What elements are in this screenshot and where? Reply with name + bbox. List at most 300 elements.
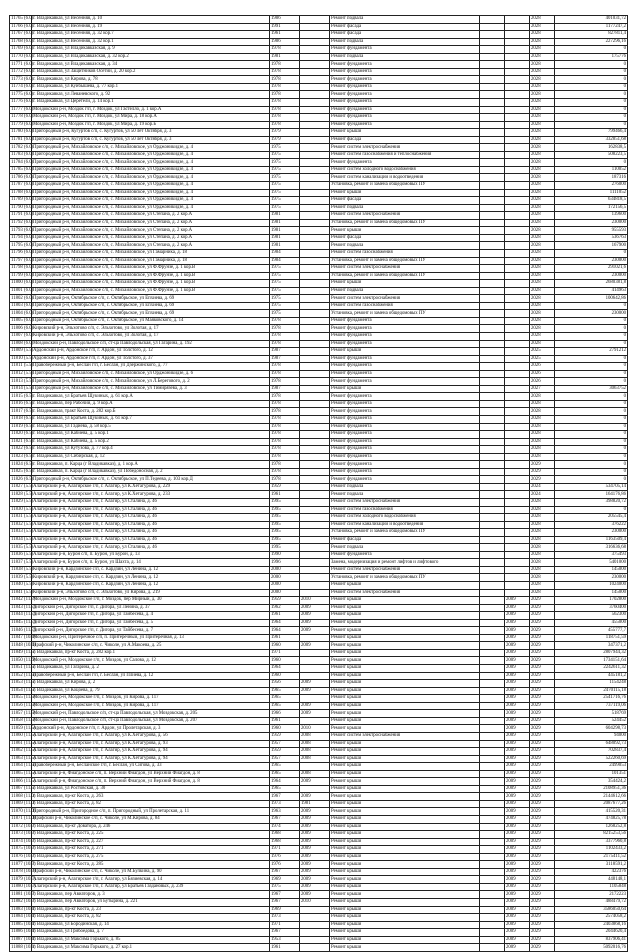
prev-year-cell [505, 483, 530, 491]
address-cell: г. Владикавказ, ул Сибирская, д. 12 [32, 453, 270, 461]
cost-cell: 0 [555, 83, 628, 91]
build-year-cell: 1969 [270, 906, 300, 914]
prev-year-cell [505, 302, 530, 310]
work-type-cell: Ремонт крыши [330, 748, 480, 756]
work-type-cell: Ремонт крыши [330, 778, 480, 786]
col6-cell [480, 717, 505, 725]
address-cell: Алагирский р-н, Фиагдонское с/п, п. Верхний Фиагдон, ул Верхний Фиагдон, д. 8 [32, 778, 270, 786]
build-year-cell: 1978 [270, 91, 300, 99]
prev-year-cell [505, 219, 530, 227]
last-repair-cell [300, 944, 330, 952]
col6-cell [480, 883, 505, 891]
last-repair-cell [300, 53, 330, 61]
row-id: 11788 (6.0) [11, 189, 34, 195]
table-row [10, 257, 628, 265]
last-repair-cell [300, 332, 330, 340]
row-id: 11807 (6.0) [11, 333, 34, 339]
address-cell: Пригородный р-н, Октябрьское с/п, с. Октябрьское, ул Епхиева, д. 69 [32, 302, 270, 310]
table-row [10, 944, 628, 952]
row-id: 11842 (11.7) [11, 597, 36, 603]
build-year-cell: 2000 [270, 574, 300, 582]
col6-cell [480, 544, 505, 552]
work-type-cell: Ремонт крыши [330, 944, 480, 952]
work-type-cell: Ремонт крыши [330, 793, 480, 801]
work-type-cell: Ремонт крыши [330, 929, 480, 937]
work-type-cell: Ремонт крыши [330, 710, 480, 718]
last-repair-cell [300, 23, 330, 31]
build-year-cell: 1961 [270, 491, 300, 499]
plan-year-cell: 2029 [530, 634, 555, 642]
row-id: 11853 (11.5) [11, 680, 36, 686]
build-year-cell: 1971 [270, 846, 300, 854]
build-year-cell: 1961 [270, 944, 300, 952]
work-type-cell: Ремонт подвала [330, 204, 480, 212]
plan-year-cell: 2029 [530, 853, 555, 861]
col6-cell [480, 106, 505, 114]
address-cell: г. Владикавказ, ул Грибоедова, д. 7 [32, 929, 270, 937]
row-id: 11875 (10.7) [11, 846, 36, 852]
col6-cell [480, 121, 505, 129]
prev-year-cell [505, 461, 530, 469]
prev-year-cell: 2009 [505, 800, 530, 808]
work-type-cell: Ремонт фундамента [330, 431, 480, 439]
work-type-cell: Ремонт систем электроснабжения [330, 499, 480, 507]
table-row [10, 823, 628, 831]
prev-year-cell: 2009 [505, 695, 530, 703]
build-year-cell: 1975 [270, 151, 300, 159]
address-cell: г. Владикавказ, ул Владикавказская, д. 34 [32, 61, 270, 69]
plan-year-cell: 2028 [530, 514, 555, 522]
table-row [10, 755, 628, 763]
table-row [10, 317, 628, 325]
row-id: 11777 (6.0) [11, 106, 34, 112]
table-row [10, 604, 628, 612]
address-cell: Пригородный р-н, Михайловское с/п, с. Михайловское, ул Степана, д. 2 кор.А [32, 234, 270, 242]
last-repair-cell [300, 227, 330, 235]
address-cell: Ардонский р-н, Ардонское г/п, г. Ардон, ул Толстого, д. 12 [32, 348, 270, 356]
table-row [10, 687, 628, 695]
plan-year-cell: 2028 [530, 257, 555, 265]
row-id: 11795 (6.0) [11, 242, 34, 248]
last-repair-cell: 2009 [300, 853, 330, 861]
plan-year-cell: 2028 [530, 438, 555, 446]
plan-year-cell: 2028 [530, 159, 555, 167]
work-type-cell: Установка, ремонт и замена общедомовых ПУ [330, 574, 480, 582]
build-year-cell: 1959 [270, 597, 300, 605]
work-type-cell: Ремонт фундамента [330, 408, 480, 416]
build-year-cell: 1995 [270, 544, 300, 552]
row-id: 11791 (6.0) [11, 212, 34, 218]
row-id: 11849 (11.5) [11, 650, 36, 656]
col6-cell [480, 944, 505, 952]
cost-cell: 316636,68 [555, 544, 628, 552]
col6-cell [480, 159, 505, 167]
table-row [10, 914, 628, 922]
work-type-cell: Ремонт фундамента [330, 99, 480, 107]
work-type-cell: Ремонт систем электроснабжения [330, 732, 480, 740]
build-year-cell: 2000 [270, 566, 300, 574]
address-cell: Алагирский р-н, Алагирское г/п, г. Алагир, ул Сталина, д. 46 [32, 529, 270, 537]
col6-cell [480, 151, 505, 159]
plan-year-cell: 2028 [530, 129, 555, 137]
work-type-cell: Ремонт крыши [330, 823, 480, 831]
table-row [10, 566, 628, 574]
cost-cell: 524452 [555, 717, 628, 725]
last-repair-cell: 2009 [300, 702, 330, 710]
prev-year-cell: 2009 [505, 597, 530, 605]
work-type-cell: Ремонт крыши [330, 680, 480, 688]
prev-year-cell: 2009 [505, 732, 530, 740]
col6-cell [480, 76, 505, 84]
row-id: 11839 (5.5) [11, 574, 34, 580]
prev-year-cell: 2009 [505, 838, 530, 846]
plan-year-cell: 2024 [530, 491, 555, 499]
row-id: 11765 (6.0) [11, 16, 34, 22]
work-type-cell: Ремонт фундамента [330, 476, 480, 484]
cost-cell: 455000 [555, 619, 628, 627]
row-id: 11873 (10.7) [11, 831, 36, 837]
row-id: 11879 (10.7) [11, 876, 36, 882]
cost-cell: 702837,4 [555, 748, 628, 756]
row-id: 11789 (6.0) [11, 197, 34, 203]
col6-cell [480, 114, 505, 122]
plan-year-cell: 2026 [530, 378, 555, 386]
row-id: 11784 (6.0) [11, 159, 34, 165]
col6-cell [480, 378, 505, 386]
prev-year-cell: 2009 [505, 868, 530, 876]
work-type-cell: Установка, ремонт и замена общедомовых ПУ [330, 257, 480, 265]
plan-year-cell: 2028 [530, 317, 555, 325]
last-repair-cell [300, 295, 330, 303]
address-cell: г. Владикавказ, ул Максима Горького, д. 85 [32, 936, 270, 944]
prev-year-cell: 2009 [505, 778, 530, 786]
last-repair-cell [300, 574, 330, 582]
address-cell: г. Владикавказ, ул Кутузова, д. 77 кор.4 [32, 446, 270, 454]
table-body [10, 16, 628, 952]
build-year-cell: 1975 [270, 174, 300, 182]
plan-year-cell: 2028 [530, 219, 555, 227]
last-repair-cell [300, 340, 330, 348]
row-id: 11883 (10.0) [11, 906, 36, 912]
last-repair-cell: 2009 [300, 891, 330, 899]
table-row [10, 770, 628, 778]
address-cell: Кировский р-н, Кардзинское с/п, с. Кардзин, ул Ленина, д. 12 [32, 574, 270, 582]
address-cell: Пригородный р-н, Михайловское с/п, с. Михайловское, ул Степана, д. 2 кор.А [32, 212, 270, 220]
row-id: 11817 (6.5) [11, 408, 34, 414]
col6-cell [480, 99, 505, 107]
address-cell: г. Владикавказ, ул Весенняя, д. 32 кор.1 [32, 38, 270, 46]
cost-cell: 162838,5 [555, 144, 628, 152]
prev-year-cell: 2009 [505, 906, 530, 914]
cost-cell: 0 [555, 363, 628, 371]
build-year-cell: 1978 [270, 453, 300, 461]
plan-year-cell: 2029 [530, 732, 555, 740]
build-year-cell: 1978 [270, 468, 300, 476]
col6-cell [480, 868, 505, 876]
plan-year-cell: 2029 [530, 883, 555, 891]
plan-year-cell: 2029 [530, 461, 555, 469]
cost-cell: 172156,5 [555, 204, 628, 212]
table-row [10, 483, 628, 491]
plan-year-cell: 2025 [530, 348, 555, 356]
prev-year-cell [505, 257, 530, 265]
build-year-cell: 1978 [270, 438, 300, 446]
last-repair-cell [300, 551, 330, 559]
col6-cell [480, 38, 505, 46]
address-cell: Дигорский р-н, Дигорское г/п, г. Дигора, ул Ленина, д. 37 [32, 604, 270, 612]
table-row [10, 227, 628, 235]
build-year-cell: 1965 [270, 702, 300, 710]
last-repair-cell [300, 265, 330, 273]
build-year-cell: 1978 [270, 114, 300, 122]
work-type-cell: Ремонт фасада [330, 234, 480, 242]
prev-year-cell [505, 544, 530, 552]
plan-year-cell: 2028 [530, 144, 555, 152]
prev-year-cell [505, 378, 530, 386]
prev-year-cell: 2009 [505, 793, 530, 801]
work-type-cell: Ремонт фундамента [330, 453, 480, 461]
cost-cell: 1163509,4 [555, 536, 628, 544]
work-type-cell: Ремонт крыши [330, 831, 480, 839]
table-row [10, 808, 628, 816]
plan-year-cell: 2026 [530, 363, 555, 371]
col6-cell [480, 189, 505, 197]
plan-year-cell: 2028 [530, 46, 555, 54]
prev-year-cell: 2009 [505, 604, 530, 612]
build-year-cell: 1965 [270, 763, 300, 771]
cost-cell: 955593 [555, 227, 628, 235]
table-row [10, 732, 628, 740]
address-cell: Алагирский р-н, Алагирское г/п, г. Алагир, ул К.Хетагурова, д. 94 [32, 748, 270, 756]
cost-cell: 3586050,64 [555, 906, 628, 914]
cost-cell: 2791212 [555, 348, 628, 356]
cost-cell: 110052 [555, 166, 628, 174]
address-cell: г. Владикавказ, пр-кт Коста, д. 227 [32, 838, 270, 846]
col6-cell [480, 197, 505, 205]
prev-year-cell [505, 431, 530, 439]
table-row [10, 91, 628, 99]
address-cell: Пригородный р-н, Михайловское с/п, с. Михайловское, ул Орджоникидзе, д. 4 [32, 174, 270, 182]
address-cell: Моздокский р-н, Моздок г/п, г. Моздок, ул Гастелло, д. 1 кор.А [32, 106, 270, 114]
table-row [10, 929, 628, 937]
cost-cell: 332851,68 [555, 136, 628, 144]
build-year-cell: 1963 [270, 808, 300, 816]
last-repair-cell [300, 68, 330, 76]
plan-year-cell: 2029 [530, 876, 555, 884]
table-row [10, 529, 628, 537]
last-repair-cell [300, 672, 330, 680]
row-id: 11871 (11.0) [11, 816, 36, 822]
plan-year-cell: 2029 [530, 891, 555, 899]
build-year-cell: 1995 [270, 499, 300, 507]
cost-cell: 291021,6 [555, 265, 628, 273]
table-row [10, 61, 628, 69]
row-id: 11814 (5.5) [11, 386, 34, 392]
row-id: 11798 (6.0) [11, 265, 34, 271]
last-repair-cell: 2009 [300, 846, 330, 854]
prev-year-cell [505, 265, 530, 273]
build-year-cell: 1981 [270, 234, 300, 242]
plan-year-cell: 2028 [530, 408, 555, 416]
prev-year-cell: 2009 [505, 657, 530, 665]
col6-cell [480, 815, 505, 823]
table-row [10, 506, 628, 514]
table-row [10, 582, 628, 590]
address-cell: Ирафский р-н, Чиколинское с/п, с. Чиколе, ул М.Кирова, д. 84 [32, 815, 270, 823]
build-year-cell: 1975 [270, 287, 300, 295]
cost-cell: 118751,59 [555, 634, 628, 642]
table-row [10, 408, 628, 416]
row-id: 11860 (11.5) [11, 733, 36, 739]
table-row [10, 340, 628, 348]
cost-cell: 448148,1 [555, 876, 628, 884]
plan-year-cell: 2028 [530, 272, 555, 280]
col6-cell [480, 204, 505, 212]
prev-year-cell [505, 91, 530, 99]
cost-cell: 230000 [555, 219, 628, 227]
table-row [10, 702, 628, 710]
build-year-cell: 1978 [270, 363, 300, 371]
cost-cell: 604298,73 [555, 725, 628, 733]
plan-year-cell: 2028 [530, 566, 555, 574]
row-id: 11794 (6.0) [11, 235, 34, 241]
work-type-cell: Ремонт систем электроснабжения [330, 265, 480, 273]
col6-cell [480, 144, 505, 152]
col6-cell [480, 793, 505, 801]
col6-cell [480, 582, 505, 590]
last-repair-cell [300, 121, 330, 129]
col6-cell [480, 468, 505, 476]
plan-year-cell: 2028 [530, 302, 555, 310]
last-repair-cell [300, 287, 330, 295]
address-cell: г. Владикавказ, ул Весенняя, д. 10 [32, 16, 270, 24]
address-cell: Алагирский р-н, Алагирское г/п, г. Алагир, ул Сталина, д. 46 [32, 544, 270, 552]
col6-cell [480, 778, 505, 786]
last-repair-cell: 2009 [300, 687, 330, 695]
build-year-cell: 1996 [270, 559, 300, 567]
plan-year-cell: 2029 [530, 868, 555, 876]
row-id: 11832 (5.5) [11, 521, 34, 527]
last-repair-cell: 2009 [300, 831, 330, 839]
address-cell: г. Владикавказ, п. Карца (г Владикавказ), д. 1 кор.А [32, 461, 270, 469]
cost-cell: 634818,5 [555, 197, 628, 205]
table-row [10, 121, 628, 129]
col6-cell [480, 46, 505, 54]
cost-cell: 2499053 [555, 763, 628, 771]
plan-year-cell: 2028 [530, 23, 555, 31]
plan-year-cell: 2027 [530, 385, 555, 393]
col6-cell [480, 61, 505, 69]
col6-cell [480, 506, 505, 514]
plan-year-cell: 2029 [530, 861, 555, 869]
address-cell: Алагирский р-н, Бурон с/п, п. Бурон, ул Шахта, д. 14 [32, 559, 270, 567]
work-type-cell: Ремонт фундамента [330, 325, 480, 333]
work-type-cell: Ремонт фундамента [330, 340, 480, 348]
address-cell: Кировский р-н, Эльхотово с/п, с. Эльхотово, ул Золотая, д. 17 [32, 325, 270, 333]
row-id: 11864 (11.5) [11, 763, 36, 769]
work-type-cell: Ремонт фундамента [330, 438, 480, 446]
cost-cell: 100642,86 [555, 295, 628, 303]
build-year-cell: 1960 [270, 725, 300, 733]
build-year-cell: 1978 [270, 99, 300, 107]
cost-cell: 164176,86 [555, 491, 628, 499]
cost-cell: 94000 [555, 732, 628, 740]
plan-year-cell: 2028 [530, 582, 555, 590]
last-repair-cell [300, 649, 330, 657]
address-cell: Пригородный р-н, Михайловское с/п, с. Михайловское, ул Гамарника, д. 18 [32, 249, 270, 257]
row-id: 11783 (6.0) [11, 152, 34, 158]
work-type-cell: Ремонт крыши [330, 800, 480, 808]
col6-cell [480, 831, 505, 839]
row-id: 11856 (11.5) [11, 703, 36, 709]
prev-year-cell: 2009 [505, 717, 530, 725]
last-repair-cell [300, 582, 330, 590]
row-id: 11815 (6.5) [11, 393, 34, 399]
address-cell: г. Владикавказ, ул Ростовская, д. 30 [32, 785, 270, 793]
last-repair-cell [300, 83, 330, 91]
table-row [10, 800, 628, 808]
plan-year-cell: 2029 [530, 672, 555, 680]
address-cell: г. Владикавказ, ул Братьев Щукиных, д. 61 кор.А [32, 393, 270, 401]
plan-year-cell: 2029 [530, 649, 555, 657]
col6-cell [480, 83, 505, 91]
col6-cell [480, 574, 505, 582]
prev-year-cell [505, 325, 530, 333]
table-row [10, 182, 628, 190]
col6-cell [480, 385, 505, 393]
address-cell: г. Владикавказ, ул Куйбышева, д. 77 кор.1 [32, 83, 270, 91]
plan-year-cell: 2028 [530, 114, 555, 122]
table-row [10, 16, 628, 24]
cost-cell: 0 [555, 317, 628, 325]
address-cell: Пригородный р-н, Михайловское с/п, с. Михайловское, ул Орджоникидзе, д. 4 [32, 182, 270, 190]
col6-cell [480, 755, 505, 763]
col6-cell [480, 340, 505, 348]
build-year-cell: 1975 [270, 144, 300, 152]
row-id: 11781 (6.0) [11, 137, 34, 143]
build-year-cell: 1986 [270, 38, 300, 46]
last-repair-cell [300, 99, 330, 107]
row-id: 11782 (6.0) [11, 144, 34, 150]
last-repair-cell: 2008 [300, 755, 330, 763]
row-id: 11769 (6.0) [11, 46, 34, 52]
table-row [10, 272, 628, 280]
address-cell: Пригородный р-н, Михайловское с/п, с. Михайловское, ул Степана, д. 2 кор.А [32, 219, 270, 227]
cost-cell: 0 [555, 91, 628, 99]
table-row [10, 68, 628, 76]
col6-cell [480, 861, 505, 869]
work-type-cell: Ремонт крыши [330, 740, 480, 748]
work-type-cell: Ремонт фасада [330, 197, 480, 205]
address-cell: Пригородный р-н, Михайловское с/п, с. Михайловское, ул Степана, д. 2 кор.А [32, 242, 270, 250]
row-id: 11862 (11.5) [11, 748, 36, 754]
table-row [10, 499, 628, 507]
last-repair-cell [300, 151, 330, 159]
plan-year-cell: 2028 [530, 174, 555, 182]
plan-year-cell: 2029 [530, 823, 555, 831]
last-repair-cell [300, 136, 330, 144]
build-year-cell: 1995 [270, 506, 300, 514]
address-cell: Ардонский р-н, Ардонское г/п, г. Ардон, ул Пролетарская, д. 3 [32, 725, 270, 733]
cost-cell: 648092,73 [555, 740, 628, 748]
col6-cell [480, 921, 505, 929]
table-row [10, 370, 628, 378]
row-id: 11820 (6.5) [11, 431, 34, 437]
last-repair-cell: 2009 [300, 808, 330, 816]
plan-year-cell: 2028 [530, 325, 555, 333]
last-repair-cell [300, 317, 330, 325]
address-cell: Моздокский р-н, Моздокское г/п, г. Моздок, ул Салова, д. 12 [32, 657, 270, 665]
